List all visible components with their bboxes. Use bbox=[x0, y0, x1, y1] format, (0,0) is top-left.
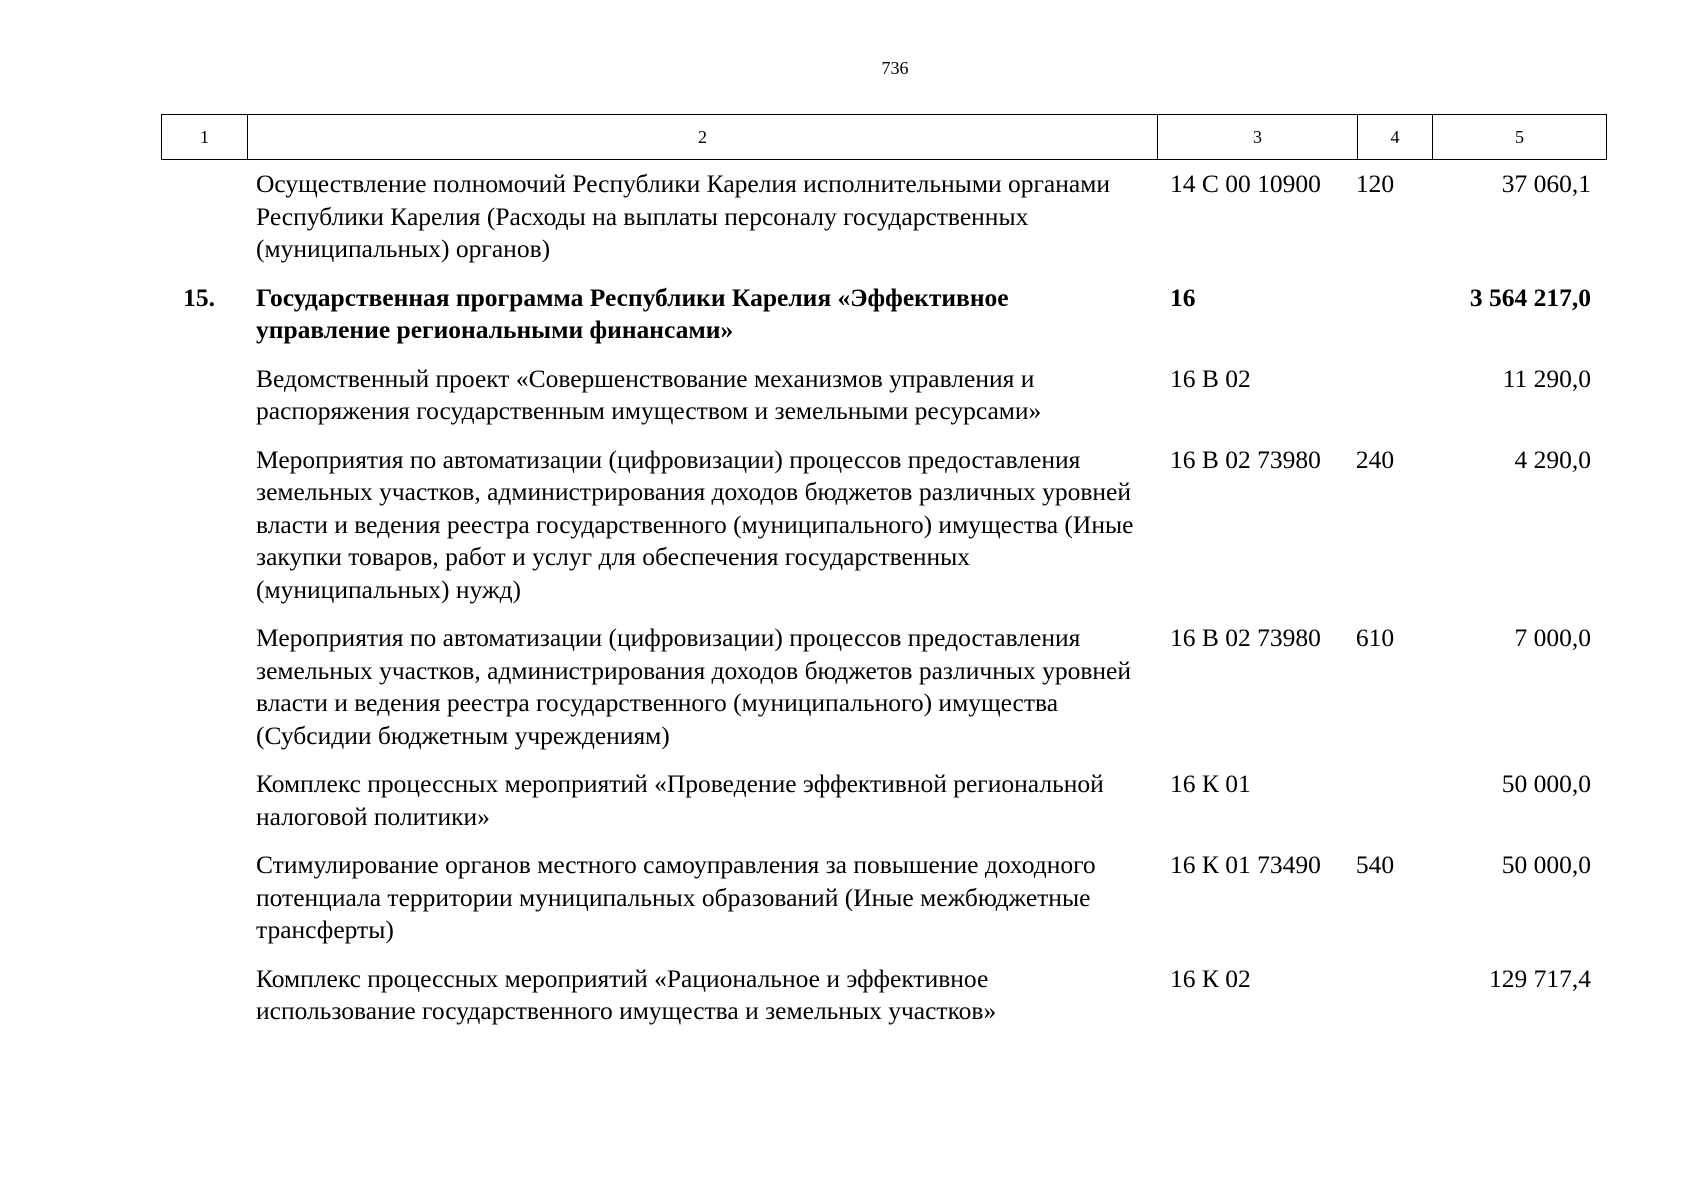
row-expense-type bbox=[1339, 282, 1411, 347]
table-row bbox=[0, 363, 1697, 428]
row-number bbox=[0, 963, 229, 1028]
row-description: Комплекс процессных мероприятий «Проведение эффективной региональной налоговой политики» bbox=[256, 769, 1104, 831]
row-target-code: 16 К 02 bbox=[1170, 963, 1251, 993]
column-header-1: 1 bbox=[162, 115, 248, 160]
page-number: 736 bbox=[881, 58, 909, 78]
row-target-code: 16 В 02 73980 bbox=[1170, 444, 1321, 474]
row-amount: 3 564 217,0 bbox=[1469, 282, 1591, 312]
table-row bbox=[0, 168, 1697, 266]
column-header-row bbox=[162, 115, 1607, 160]
table-row bbox=[0, 849, 1697, 947]
row-amount: 7 000,0 bbox=[1514, 623, 1591, 652]
row-description: Государственная программа Республики Карелия «Эффективное управление региональными финансами» bbox=[256, 282, 1009, 344]
column-header-3: 3 bbox=[1158, 115, 1358, 160]
row-target-code: 14 С 00 10900 bbox=[1170, 169, 1321, 198]
column-header-table bbox=[161, 114, 1607, 160]
row-description: Комплекс процессных мероприятий «Рациональное и эффективное использование государственного имущества и земельных участков» bbox=[256, 963, 997, 1025]
row-amount: 50 000,0 bbox=[1501, 850, 1591, 879]
row-number bbox=[0, 768, 229, 833]
row-expense-type bbox=[1339, 963, 1411, 1028]
table-row bbox=[0, 282, 1697, 347]
row-target-code: 16 К 01 bbox=[1170, 769, 1251, 798]
row-target-code: 16 В 02 73980 bbox=[1170, 623, 1321, 652]
row-description: Мероприятия по автоматизации (цифровизации) процессов предоставления земельных участков, администрирования доходов бюджетов различных уровней власти и ведения реестра государственного (муниципального) имущества (Иные закупки товаров, работ и услуг для обеспечения государственных (муниципальных) нужд) bbox=[256, 444, 1134, 604]
row-description: Стимулирование органов местного самоуправления за повышение доходного потенциала территории муниципальных образований (Иные межбюджетные трансферты) bbox=[256, 850, 1096, 944]
row-description: Ведомственный проект «Совершенствование механизмов управления и распоряжения государственным имуществом и земельными ресурсами» bbox=[256, 363, 1042, 425]
row-amount: 50 000,0 bbox=[1501, 769, 1591, 798]
row-number bbox=[0, 622, 229, 752]
row-amount: 11 290,0 bbox=[1502, 363, 1591, 393]
table-row bbox=[0, 963, 1697, 1028]
row-number bbox=[0, 849, 229, 947]
row-number bbox=[0, 444, 229, 607]
row-expense-type: 120 bbox=[1355, 169, 1395, 198]
budget-rows bbox=[0, 168, 1697, 1044]
column-header-2: 2 bbox=[248, 115, 1158, 160]
row-expense-type bbox=[1339, 768, 1411, 833]
row-number bbox=[0, 168, 229, 266]
column-header-5: 5 bbox=[1433, 115, 1607, 160]
row-expense-type: 540 bbox=[1355, 850, 1395, 879]
row-target-code: 16 bbox=[1170, 282, 1196, 312]
row-description: Осуществление полномочий Республики Карелия исполнительными органами Республики Карелия (Расходы на выплаты персоналу государственных (муниципальных) органов) bbox=[256, 169, 1111, 263]
row-amount: 4 290,0 bbox=[1514, 444, 1591, 474]
row-number bbox=[0, 363, 229, 428]
row-target-code: 16 В 02 bbox=[1170, 363, 1251, 393]
row-expense-type bbox=[1339, 363, 1411, 428]
table-row bbox=[0, 768, 1697, 833]
table-row bbox=[0, 622, 1697, 752]
row-expense-type: 240 bbox=[1355, 444, 1395, 474]
row-target-code: 16 К 01 73490 bbox=[1170, 850, 1321, 879]
row-number: 15. bbox=[183, 282, 215, 312]
row-expense-type: 610 bbox=[1355, 623, 1395, 652]
column-header-4: 4 bbox=[1358, 115, 1433, 160]
row-amount: 129 717,4 bbox=[1489, 963, 1591, 993]
row-description: Мероприятия по автоматизации (цифровизации) процессов предоставления земельных участков, администрирования доходов бюджетов различных уровней власти и ведения реестра государственного (муниципального) имущества (Субсидии бюджетным учреждениям) bbox=[256, 623, 1131, 750]
row-amount: 37 060,1 bbox=[1501, 169, 1591, 198]
table-row bbox=[0, 444, 1697, 607]
